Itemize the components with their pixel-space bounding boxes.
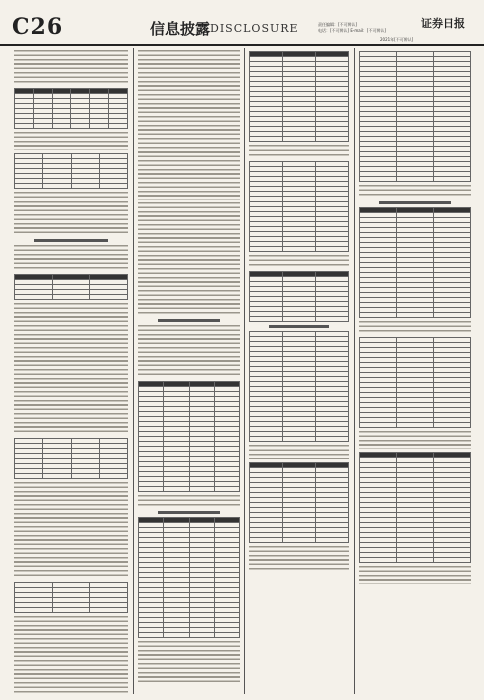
table-cell bbox=[360, 423, 397, 428]
data-table bbox=[138, 517, 240, 638]
dateline: 2021年[不可辨认] bbox=[380, 37, 414, 42]
table-cell bbox=[164, 632, 189, 637]
table-cell bbox=[139, 486, 164, 491]
table-row bbox=[15, 607, 128, 612]
table-cell bbox=[71, 474, 99, 479]
text-block bbox=[14, 132, 128, 150]
table-row bbox=[15, 183, 128, 188]
data-table bbox=[249, 271, 349, 322]
table-row bbox=[250, 537, 349, 542]
table-cell bbox=[214, 486, 239, 491]
table-cell bbox=[90, 295, 128, 300]
text-block bbox=[14, 50, 128, 85]
page-number: C26 bbox=[12, 14, 64, 40]
section-title: 信息披露 bbox=[150, 20, 211, 38]
column-divider bbox=[354, 48, 355, 694]
article-column-2 bbox=[138, 48, 240, 694]
table-cell bbox=[139, 632, 164, 637]
text-block bbox=[249, 546, 349, 572]
article-column-3 bbox=[249, 48, 349, 694]
table-row bbox=[15, 474, 128, 479]
table-cell bbox=[360, 557, 397, 562]
meta-line: 电话：[不可辨认] E-mail：[不可辨认] bbox=[318, 28, 387, 33]
table-cell bbox=[434, 177, 471, 182]
masthead-logo: 证券日报 bbox=[421, 17, 465, 30]
subhead-bar bbox=[34, 239, 108, 242]
table-row bbox=[15, 124, 128, 129]
table-cell bbox=[15, 295, 53, 300]
table-cell bbox=[43, 474, 71, 479]
data-table bbox=[249, 462, 349, 543]
table-cell bbox=[52, 607, 90, 612]
table-cell bbox=[250, 537, 283, 542]
table-cell bbox=[250, 437, 283, 442]
table-row bbox=[360, 313, 471, 318]
data-table bbox=[359, 207, 471, 318]
text-block bbox=[138, 641, 240, 685]
text-block bbox=[14, 192, 128, 236]
table-cell bbox=[434, 423, 471, 428]
editor-meta bbox=[318, 22, 428, 34]
table-cell bbox=[99, 474, 127, 479]
table-cell bbox=[71, 183, 99, 188]
table-cell bbox=[397, 177, 434, 182]
text-block bbox=[359, 321, 471, 334]
table-cell bbox=[316, 137, 349, 142]
table-row bbox=[250, 137, 349, 142]
table-cell bbox=[316, 437, 349, 442]
table-cell bbox=[316, 537, 349, 542]
table-cell bbox=[434, 313, 471, 318]
table-row bbox=[139, 632, 240, 637]
table-cell bbox=[15, 474, 43, 479]
text-block bbox=[138, 50, 240, 200]
table-cell bbox=[283, 317, 316, 322]
table-cell bbox=[397, 557, 434, 562]
table-row bbox=[15, 295, 128, 300]
table-cell bbox=[90, 124, 109, 129]
data-table bbox=[359, 337, 471, 428]
table-cell bbox=[250, 137, 283, 142]
text-block bbox=[359, 185, 471, 198]
section-title-en: DISCLOSURE bbox=[210, 22, 299, 35]
table-cell bbox=[397, 423, 434, 428]
table-cell bbox=[15, 124, 34, 129]
text-block bbox=[359, 431, 471, 449]
table-cell bbox=[52, 124, 71, 129]
data-table bbox=[249, 51, 349, 142]
data-table bbox=[359, 452, 471, 563]
table-cell bbox=[316, 317, 349, 322]
table-row bbox=[360, 177, 471, 182]
subhead-bar bbox=[158, 319, 220, 322]
table-cell bbox=[99, 183, 127, 188]
text-block bbox=[14, 303, 128, 435]
table-cell bbox=[214, 632, 239, 637]
table-cell bbox=[71, 124, 90, 129]
data-table bbox=[14, 274, 128, 300]
page-header bbox=[0, 0, 484, 46]
table-cell bbox=[250, 247, 283, 252]
text-block bbox=[138, 325, 240, 378]
table-cell bbox=[15, 607, 53, 612]
meta-line: 责任编辑：[不可辨认] bbox=[318, 22, 358, 27]
text-block bbox=[138, 202, 240, 316]
data-table bbox=[14, 582, 128, 613]
table-cell bbox=[189, 632, 214, 637]
data-table bbox=[14, 438, 128, 479]
table-cell bbox=[283, 137, 316, 142]
table-cell bbox=[109, 124, 128, 129]
table-cell bbox=[397, 313, 434, 318]
table-cell bbox=[360, 313, 397, 318]
table-row bbox=[250, 437, 349, 442]
column-divider bbox=[133, 48, 134, 694]
table-cell bbox=[52, 295, 90, 300]
subhead-bar bbox=[158, 511, 220, 514]
subhead-bar bbox=[269, 325, 329, 328]
table-cell bbox=[360, 177, 397, 182]
table-cell bbox=[250, 317, 283, 322]
table-row bbox=[360, 423, 471, 428]
data-table bbox=[249, 161, 349, 252]
data-table bbox=[359, 51, 471, 182]
text-block bbox=[14, 245, 128, 271]
data-table bbox=[14, 88, 128, 129]
text-block bbox=[249, 445, 349, 458]
table-cell bbox=[164, 486, 189, 491]
text-block bbox=[14, 482, 128, 579]
table-cell bbox=[283, 247, 316, 252]
column-divider bbox=[244, 48, 245, 694]
table-row bbox=[250, 317, 349, 322]
table-row bbox=[250, 247, 349, 252]
text-block bbox=[138, 495, 240, 508]
article-column-1 bbox=[14, 48, 128, 694]
data-table bbox=[14, 153, 128, 189]
table-row bbox=[139, 486, 240, 491]
text-block bbox=[249, 145, 349, 158]
table-cell bbox=[283, 537, 316, 542]
table-cell bbox=[283, 437, 316, 442]
table-cell bbox=[189, 486, 214, 491]
table-cell bbox=[33, 124, 52, 129]
table-cell bbox=[434, 557, 471, 562]
subhead-bar bbox=[379, 201, 451, 204]
table-cell bbox=[316, 247, 349, 252]
text-block bbox=[14, 616, 128, 694]
table-cell bbox=[43, 183, 71, 188]
table-cell bbox=[90, 607, 128, 612]
data-table bbox=[249, 331, 349, 442]
table-row bbox=[360, 557, 471, 562]
text-block bbox=[359, 566, 471, 584]
data-table bbox=[138, 381, 240, 492]
text-block bbox=[249, 255, 349, 268]
table-cell bbox=[15, 183, 43, 188]
article-column-4 bbox=[359, 48, 471, 694]
